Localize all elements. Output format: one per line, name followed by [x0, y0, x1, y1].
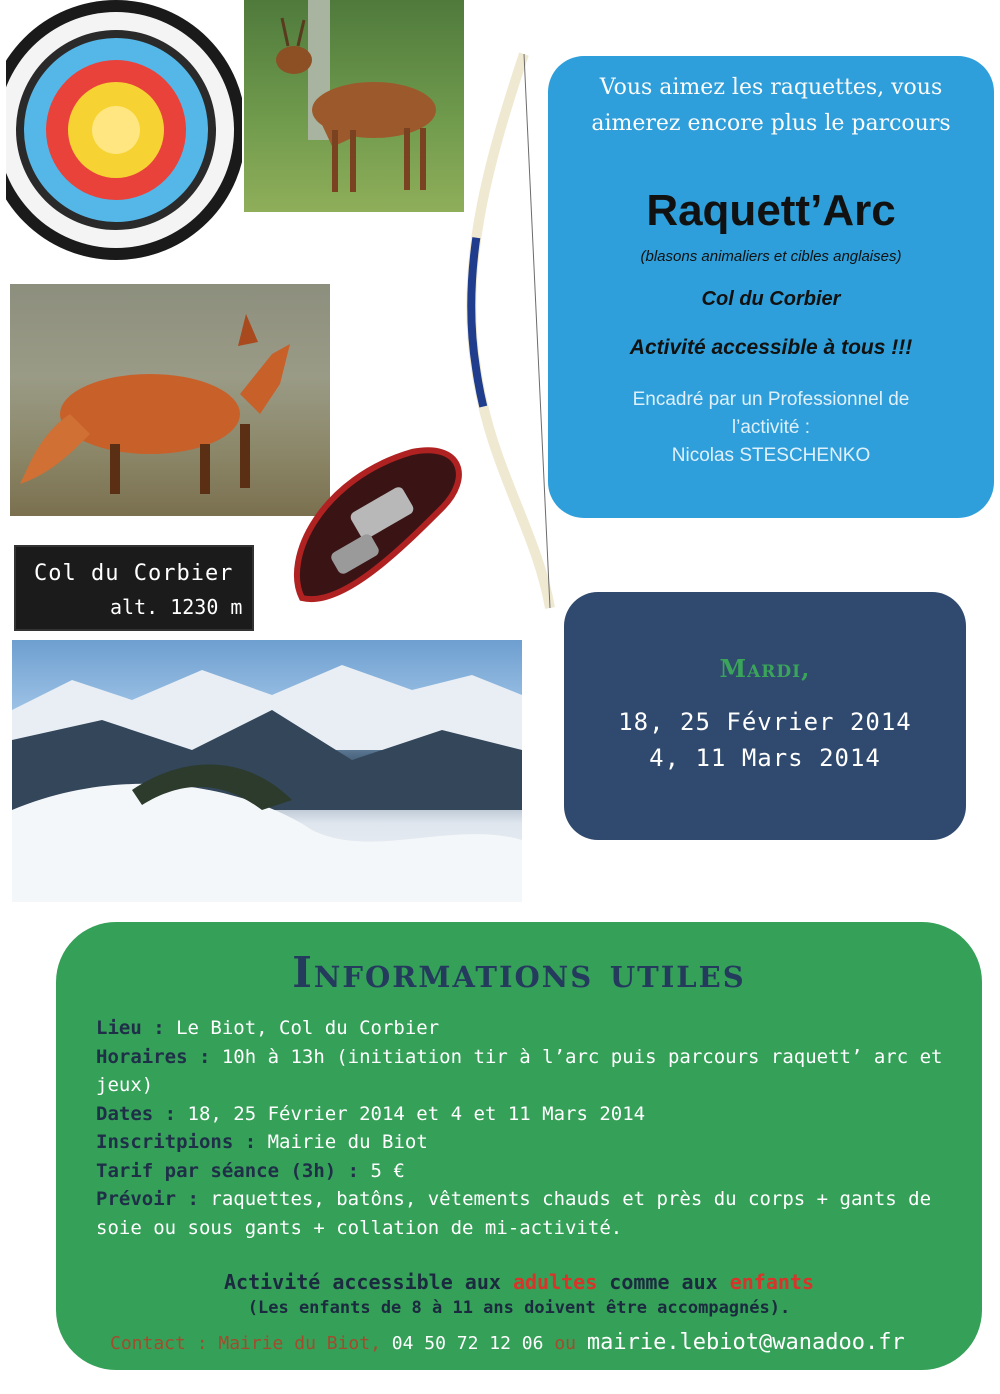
dates-line-1: 18, 25 Février 2014	[618, 708, 912, 736]
info-item-tarif: Tarif par séance (3h) : 5 €	[96, 1159, 405, 1182]
accessibility-text: Activité accessible à tous !!!	[629, 336, 913, 359]
info-value: 5 €	[370, 1159, 405, 1182]
dates-line-2: 4, 11 Mars 2014	[649, 744, 881, 772]
info-item-lieu: Lieu : Le Biot, Col du Corbier	[96, 1017, 440, 1039]
info-value: 18, 25 Février 2014 et 4 et 11 Mars 2014	[187, 1102, 646, 1125]
guide-text	[578, 386, 964, 470]
raquett-arc-info-box	[548, 56, 994, 518]
event-location: Col du Corbier	[701, 288, 841, 310]
contact-phone: 04 50 72 12 06	[391, 1333, 544, 1354]
audience-text: Activité accessible aux adultes comme aux enfants	[223, 1270, 815, 1294]
info-item-horaires: Horaires : 10h à 13h (initiation tir à l’arc puis parcours raquett’ arc et jeux)	[96, 1045, 954, 1096]
info-value: 10h à 13h (initiation tir à l’arc puis parcours raquett’ arc et jeux)	[96, 1045, 954, 1096]
info-list	[96, 1014, 952, 1242]
contact-label: Contact : Mairie du Biot,	[110, 1333, 392, 1354]
contact-line: Contact : Mairie du Biot, 04 50 72 12 06 ou mairie.lebiot@wanadoo.fr	[110, 1330, 905, 1355]
adults-highlight: adultes	[512, 1270, 598, 1294]
snowshoe-graphic	[282, 438, 472, 618]
intro-text: Vous aimez les raquettes, vous aimerez encore plus le parcours	[591, 75, 951, 136]
guide-line-3: Nicolas STESCHENKO	[671, 445, 871, 466]
mountain-landscape-photo	[12, 640, 522, 902]
info-key: Horaires	[96, 1045, 188, 1068]
info-key: Tarif par séance (3h)	[96, 1159, 337, 1182]
useful-information-box	[56, 922, 982, 1370]
day-label: Mardi,	[719, 654, 811, 683]
info-item-inscriptions: Inscritpions : Mairie du Biot	[96, 1131, 428, 1153]
info-key: Inscritpions	[96, 1131, 234, 1153]
guide-line-2: l’activité :	[731, 417, 811, 438]
archery-target-image	[6, 0, 242, 270]
info-value: Le Biot, Col du Corbier	[176, 1017, 440, 1039]
event-subtitle: (blasons animaliers et cibles anglaises)	[640, 248, 902, 265]
event-title: Raquett’Arc	[646, 186, 896, 235]
col-du-corbier-sign	[14, 545, 254, 631]
info-key: Dates	[96, 1102, 154, 1125]
info-value: raquettes, batôns, vêtements chauds et près du corps + gants de soie ou sous gants + collation de mi-activité.	[96, 1188, 943, 1239]
sign-title: Col du Corbier	[34, 561, 234, 586]
deer-target-image	[244, 0, 464, 212]
info-value: Mairie du Biot	[267, 1131, 428, 1153]
info-key: Prévoir	[96, 1188, 177, 1210]
info-item-dates: Dates : 18, 25 Février 2014 et 4 et 11 Mars 2014	[96, 1102, 646, 1125]
sign-altitude: alt. 1230 m	[110, 595, 243, 619]
info-item-prevoir: Prévoir : raquettes, batôns, vêtements chauds et près du corps + gants de soie ou sous gants + collation de mi-activité.	[96, 1188, 943, 1239]
info-title: Informations utiles	[292, 948, 746, 997]
info-key: Lieu	[96, 1017, 142, 1039]
children-note: (Les enfants de 8 à 11 ans doivent être accompagnés).	[247, 1298, 791, 1318]
guide-line-1: Encadré par un Professionnel de	[632, 389, 910, 410]
children-highlight: enfants	[729, 1270, 815, 1294]
contact-email: mairie.lebiot@wanadoo.fr	[586, 1330, 905, 1355]
dates-box	[564, 592, 966, 840]
